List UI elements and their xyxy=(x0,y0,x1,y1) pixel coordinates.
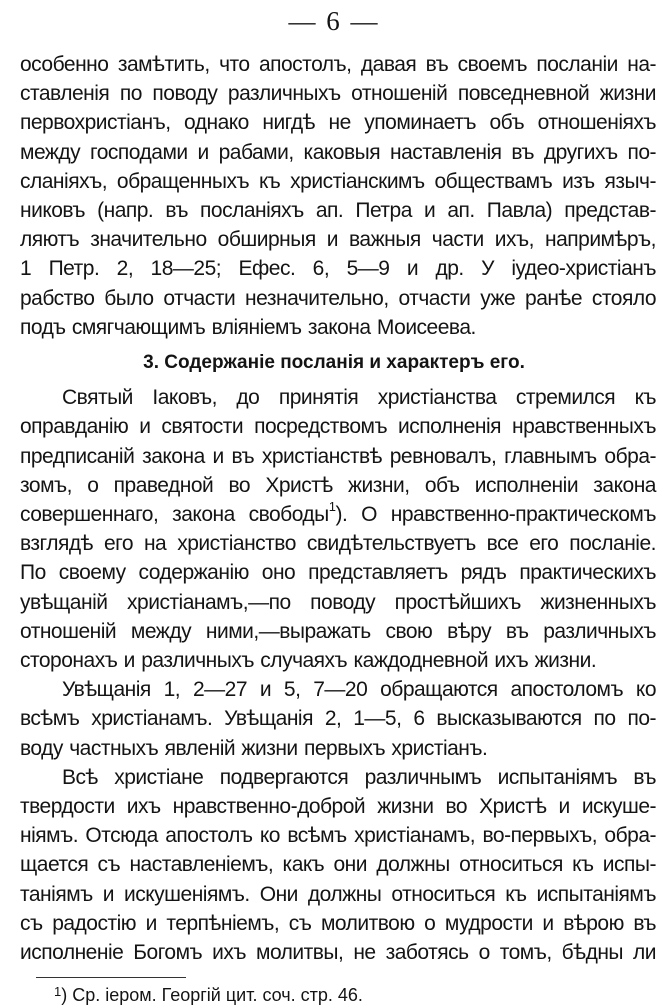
text-line: взглядѣ его на христіанство свидѣтельствуетъ все его посланіе. xyxy=(20,532,656,556)
text-line: всѣмъ христіанамъ. Увѣщанія 2, 1—5, 6 высказываются по по- xyxy=(20,707,656,731)
text-line: 1 Петр. 2, 18—25; Ефес. 6, 5—9 и др. У іудео-христіанъ xyxy=(20,257,656,281)
footnote-ref: 1 xyxy=(328,499,336,514)
text-line: ставленія по поводу различныхъ отношеній повседневной жизни xyxy=(20,82,656,106)
text-line: твердости ихъ нравственно-доброй жизни во Христѣ и искуше- xyxy=(20,795,656,818)
text-line: первохристіанъ, однако нигдѣ не упоминаетъ объ отношеніяхъ xyxy=(20,111,656,135)
text-line: увѣщаній христіанамъ,—по поводу простѣйшихъ жизненныхъ xyxy=(20,590,656,614)
text-line: предписаній закона и въ христіанствѣ ревновалъ, главнымъ обра- xyxy=(20,444,656,468)
text-line: оправданію и святости посредствомъ исполненія нравственныхъ xyxy=(20,415,656,439)
text-segment: совершеннаго, закона свободы xyxy=(20,503,329,526)
text-line: исполненіе Богомъ ихъ молитвы, не заботясь о томъ, бѣдны ли xyxy=(20,941,656,964)
text-line: зомъ, о праведной во Христѣ жизни, объ исполненіи закона xyxy=(20,473,656,497)
text-line: воду частныхъ явленій жизни первыхъ христіанъ. xyxy=(20,736,488,760)
footnote-separator xyxy=(36,977,186,978)
text-line: щается съ наставленіемъ, какъ они должны относиться къ испы- xyxy=(20,853,656,877)
section-heading: 3. Содержаніе посланія и характеръ его. xyxy=(143,352,525,373)
footnote-text: ) Ср. іером. Георгій цит. соч. стр. 46. xyxy=(61,985,363,1006)
text-line: Святый Іаковъ, до принятія христіанства стремился къ xyxy=(62,386,656,410)
page-number: — 6 — xyxy=(288,6,380,36)
text-line: особенно замѣтить, что апостолъ, давая въ своемъ посланіи на- xyxy=(20,53,656,76)
text-line: сланіяхъ, обращенныхъ къ христіанскимъ обществамъ изъ языч- xyxy=(20,169,656,193)
text-line: подъ смягчающимъ вліяніемъ закона Моисеева. xyxy=(20,315,476,339)
text-line: рабство было отчасти незначительно, отчасти уже ранѣе стояло xyxy=(20,286,656,310)
text-line-with-footnote xyxy=(20,500,656,529)
text-line: отношеній между ними,—выражать свою вѣру въ различныхъ xyxy=(20,619,656,643)
text-line: ляютъ значительно обширныя и важныя части ихъ, напримѣръ, xyxy=(20,228,656,252)
text-line: По своему содержанію оно представляетъ рядъ практическихъ xyxy=(20,561,656,585)
text-line: Всѣ христіане подвергаются различнымъ испытаніямъ въ xyxy=(62,765,656,789)
text-line: таніямъ и искушеніямъ. Они должны относиться къ испытаніямъ xyxy=(20,882,656,906)
text-line: ніямъ. Отсюда апостолъ ко всѣмъ христіанамъ, во-первыхъ, обра- xyxy=(20,824,656,848)
text-line: съ радостію и терпѣніемъ, съ молитвою о мудрости и вѣрою въ xyxy=(20,911,656,935)
text-line: Увѣщанія 1, 2—27 и 5, 7—20 обращаются апостоломъ ко xyxy=(62,678,656,702)
footnote-marker: 1 xyxy=(54,984,62,1000)
text-line: никовъ (напр. въ посланіяхъ ап. Петра и ап. Павла) представ- xyxy=(20,199,656,222)
text-segment: ). О нравственно-практическомъ xyxy=(335,503,656,526)
text-line: между господами и рабами, каковыя наставленія въ другихъ по- xyxy=(20,140,656,164)
footnote xyxy=(54,985,363,1006)
text-line: сторонахъ и различныхъ случаяхъ каждодневной ихъ жизни. xyxy=(20,649,597,672)
